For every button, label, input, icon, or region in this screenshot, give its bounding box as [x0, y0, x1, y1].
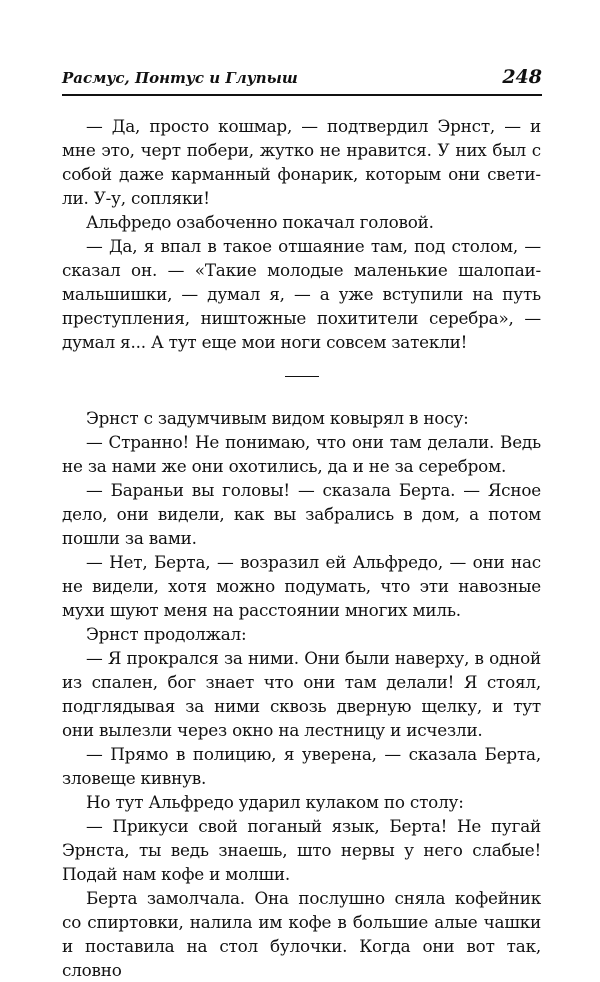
paragraph: — Я прокрался за ними. Они были наверху, в одной из спален, бог знает что они там делали! Я стоял, подглядывая за ними сквозь дверную щелку, и тут они вылезли через окно на лестницу и исчезли. [62, 648, 541, 740]
page-header [62, 68, 542, 94]
paragraph: — Бараньи вы головы! — сказала Берта. — Ясное дело, они видели, как вы забрались в дом, а потом пошли за вами. [62, 480, 541, 548]
header-rule [62, 94, 542, 96]
paragraph: — Да, просто кошмар, — подтвердил Эрнст, — и мне это, черт побери, жутко не нравится. У них был с собой даже карманный фонарик, которым они светили. У-у, сопляки! [62, 116, 541, 208]
paragraph: Альфредо озабоченно покачал головой. [86, 212, 434, 232]
page-number: 248 [502, 66, 542, 88]
paragraph: Берта замолчала. Она послушно сняла кофейник со спиртовки, налила им кофе в большие алые чашки и поставила на стол булочки. Когда они вот так, словно [62, 888, 541, 980]
paragraph: Эрнст с задумчивым видом ковырял в носу: [86, 408, 469, 428]
paragraph: — Странно! Не понимаю, что они там делали. Ведь не за нами же они охотились, да и не за серебром. [62, 432, 541, 476]
paragraph: — Прикуси свой поганый язык, Берта! Не пугай Эрнста, ты ведь знаешь, што нервы у него слабые! Подай нам кофе и молши. [62, 816, 541, 884]
page-body [62, 114, 541, 982]
paragraph: — Нет, Берта, — возразил ей Альфредо, — они нас не видели, хотя можно подумать, что эти навозные мухи шуют меня на расстоянии многих миль. [62, 552, 541, 620]
paragraph: — Да, я впал в такое отшаяние там, под столом, — сказал он. — «Такие молодые маленькие шалопаи-мальшишки, — думал я, — а уже вступили на путь преступления, ништожные похитители серебра», — думал я... А тут еще мои ноги совсем затекли! [62, 236, 541, 352]
section-break-divider [285, 376, 319, 377]
paragraph: Но тут Альфредо ударил кулаком по столу: [86, 792, 464, 812]
paragraph: Эрнст продолжал: [86, 624, 247, 644]
running-title: Расмус, Понтус и Глупыш [62, 69, 298, 87]
paragraph: — Прямо в полицию, я уверена, — сказала Берта, зловеще кивнув. [62, 744, 541, 788]
